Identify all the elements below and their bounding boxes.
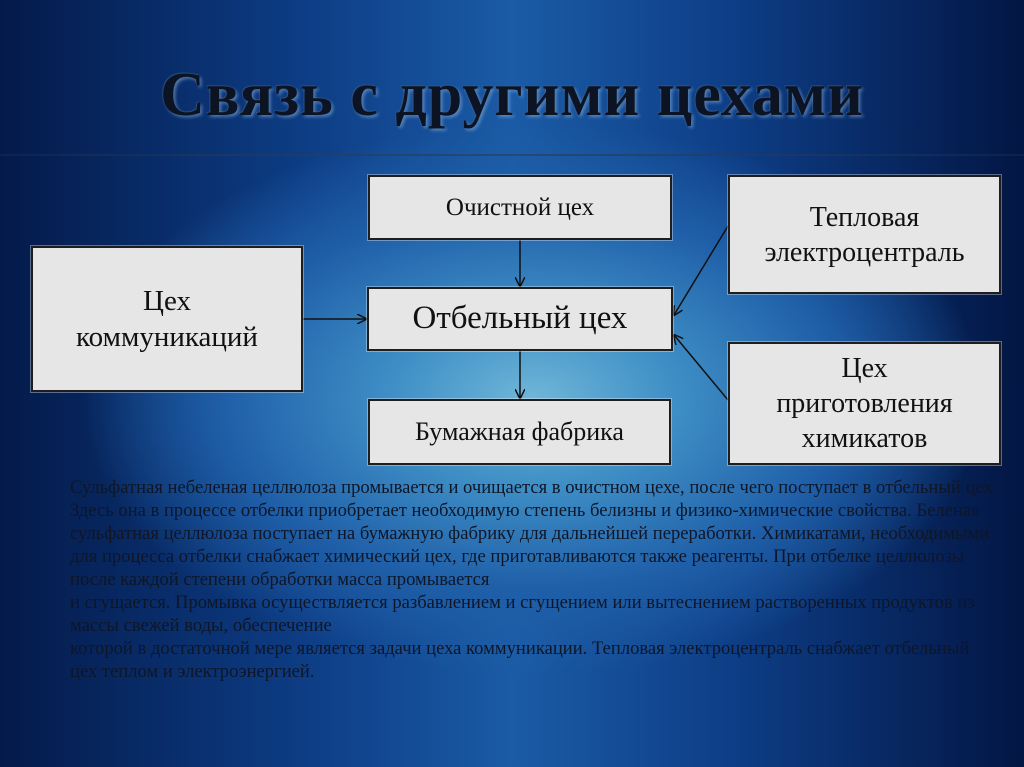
box-bleaching-shop bbox=[367, 287, 673, 351]
paragraph: и сгущается. Промывка осуществляется разбавлением и сгущением или вытеснением растворенных продуктов из массы свежей воды, обеспечение bbox=[70, 592, 975, 636]
paragraph: Сульфатная небеленая целлюлоза промывается и очищается в очистном цехе, после чего поступает в отбельный цех. Здесь она в процессе отбелки приобретает необходимую степень белизны и физико-химические свойства. Беленая сульфатная целлюлоза поступает на бумажную фабрику для дальнейшей переработки. Химикатами, необходимыми для процесса отбелки снабжает химический цех, где приготавливаются также реагенты. При отбелке целлюлозы после каждой степени обработки масса промывается bbox=[70, 477, 998, 590]
box-communications-shop-label: Цех коммуникаций bbox=[76, 284, 258, 353]
box-bleaching-shop-label: Отбельный цех bbox=[412, 300, 628, 337]
box-chemicals-shop bbox=[728, 342, 1001, 465]
page-title: Связь с другими цехами bbox=[160, 61, 864, 129]
arrow-heat-to-bleach bbox=[674, 226, 728, 315]
description-text bbox=[70, 476, 1000, 683]
box-clean-shop bbox=[368, 175, 672, 240]
box-chemicals-shop-label: Цех приготовления химикатов bbox=[776, 353, 953, 454]
box-paper-factory-label: Бумажная фабрика bbox=[415, 416, 624, 446]
box-clean-shop-label: Очистной цех bbox=[445, 193, 595, 221]
box-paper-factory bbox=[368, 399, 671, 465]
paragraph: которой в достаточной мере является задачи цеха коммуникации. Тепловая электроцентраль снабжает отбельный цех теплом и электроэнергией. bbox=[70, 638, 970, 682]
box-communications-shop bbox=[31, 246, 303, 392]
box-heat-power-plant bbox=[728, 175, 1001, 294]
arrow-chem-to-bleach bbox=[674, 335, 728, 400]
box-heat-power-plant-label: Тепловая электроцентраль bbox=[764, 201, 965, 268]
